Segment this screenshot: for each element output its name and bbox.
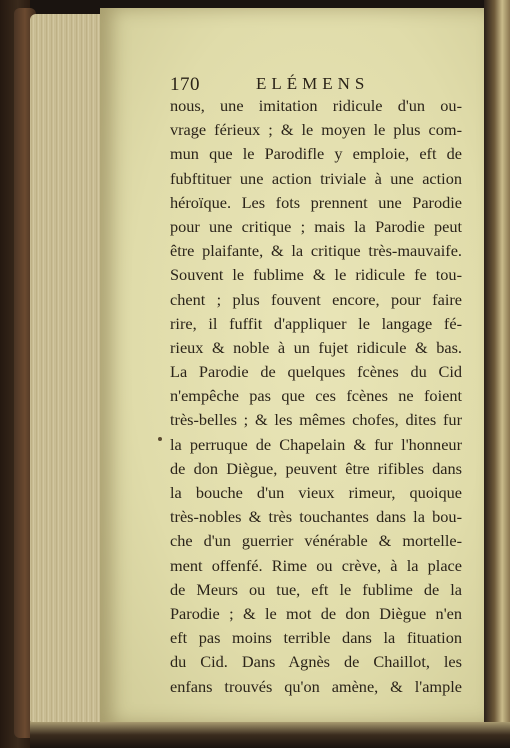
page-number: 170 xyxy=(170,74,200,95)
text-line: che d'un guerrier vénérable & mortelle- xyxy=(170,531,462,551)
text-line: la bouche d'un vieux rimeur, quoique xyxy=(170,483,462,502)
page-stack-edges xyxy=(30,14,110,726)
text-line: ment offenfé. Rime ou crève, à la place xyxy=(170,555,462,575)
text-line: nous, une imitation ridicule d'un ou- xyxy=(170,96,462,115)
text-line: vrage férieux ; & le moyen le plus com- xyxy=(170,120,462,140)
text-line: mun que le Parodifle y emploie, eft de xyxy=(170,144,462,164)
text-line: de don Diègue, peuvent être rifibles dans xyxy=(170,458,462,478)
text-line: eft pas moins terrible dans la fituation xyxy=(170,628,462,648)
text-line: très-nobles & très touchantes dans la bou- xyxy=(170,507,462,527)
text-line: la perruque de Chapelain & fur l'honneur xyxy=(170,434,462,454)
text-line: du Cid. Dans Agnès de Chaillot, les xyxy=(170,652,462,672)
text-line: rire, il fuffit d'appliquer le langage fé- xyxy=(170,313,462,333)
text-line: de Meurs ou tue, eft le fublime de la xyxy=(170,579,462,599)
text-line: n'empêche pas que ces fcènes ne foient xyxy=(170,386,462,406)
text-line: héroïque. Les fots prennent une Parodie xyxy=(170,192,462,212)
text-line: enfans trouvés qu'on amène, & l'ample xyxy=(170,676,462,696)
text-line: La Parodie de quelques fcènes du Cid xyxy=(170,362,462,382)
text-line: fubftituer une action triviale à une action xyxy=(170,168,462,188)
text-line: rieux & noble à un fujet ridicule & bas. xyxy=(170,337,462,357)
text-line: chent ; plus fouvent encore, pour faire xyxy=(170,289,462,309)
text-line: très-belles ; & les mêmes chofes, dites fur xyxy=(170,410,462,430)
body-text xyxy=(170,94,462,699)
text-line: être plaifante, & la critique très-mauvaife. xyxy=(170,241,462,261)
text-line: Parodie ; & le mot de don Diègue n'en xyxy=(170,603,462,623)
running-head: ELÉMENS xyxy=(256,74,370,93)
text-line: pour une critique ; mais la Parodie peut xyxy=(170,216,462,236)
margin-spot xyxy=(158,437,162,441)
facing-page-edge xyxy=(484,0,510,748)
text-line: Souvent le fublime & le ridicule fe tou- xyxy=(170,265,462,285)
book-bottom-edge xyxy=(30,722,510,748)
